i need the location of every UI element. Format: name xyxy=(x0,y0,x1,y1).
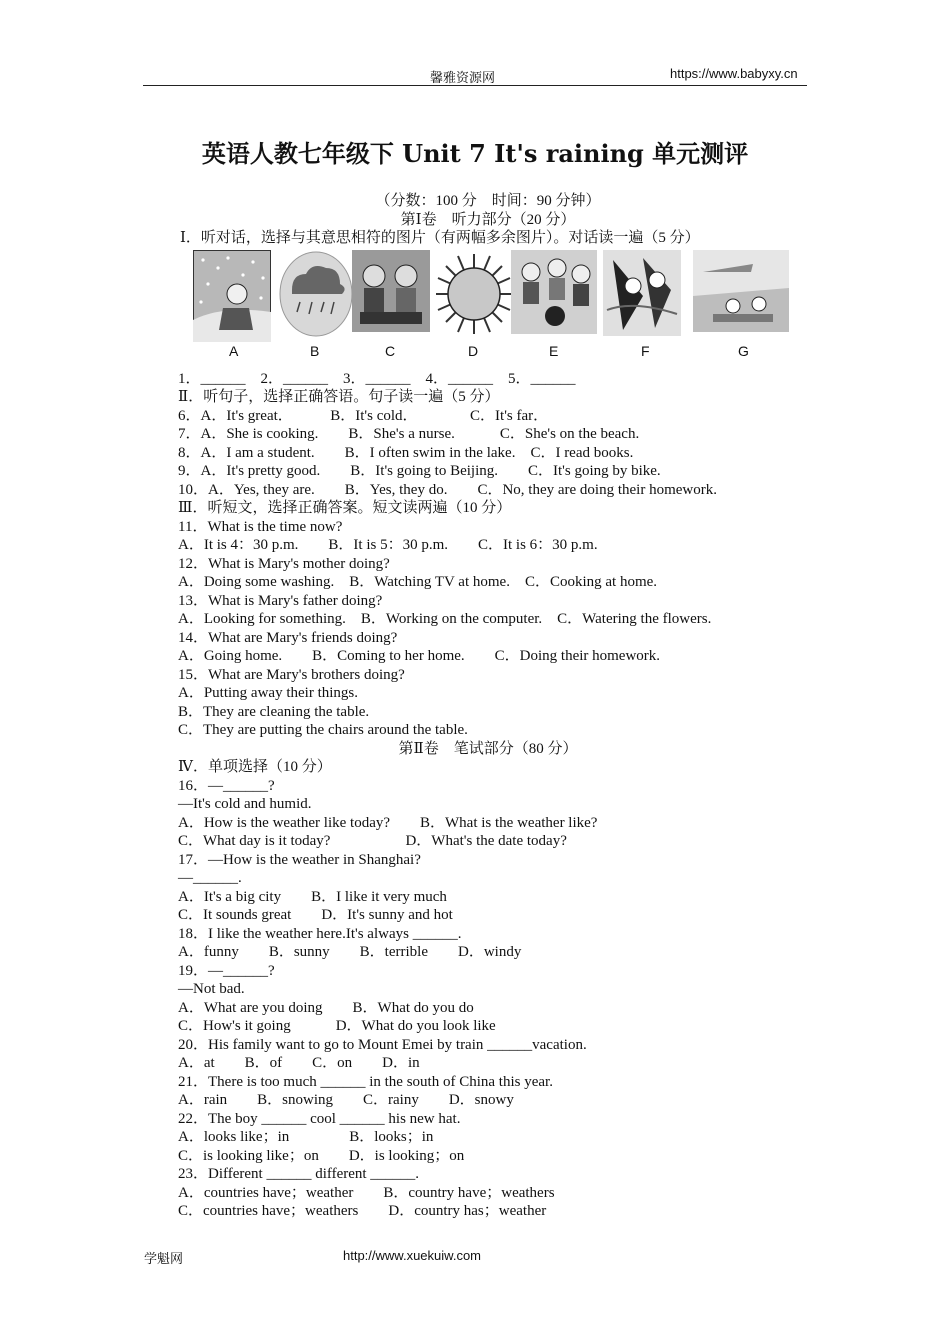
question-23: 23．Different ______ different ______. xyxy=(178,1166,420,1182)
question-14: 14．What are Mary's friends doing? xyxy=(178,629,398,646)
picture-e-kids-image xyxy=(511,250,597,334)
part-4-instruction: Ⅳ．单项选择（10 分） xyxy=(178,759,332,775)
question-11: 11．What is the time now? xyxy=(178,518,343,535)
part-1-instruction: Ⅰ．听对话，选择与其意思相符的图片（有两幅多余图片）。对话读一遍（5 分） xyxy=(180,230,700,246)
question-15-option-b: B．They are cleaning the table. xyxy=(178,703,370,720)
footer-url[interactable]: http://www.xuekuiw.com xyxy=(343,1248,481,1263)
question-22-options-cd: C．is looking like；on D．is looking；on xyxy=(178,1147,465,1164)
part-2-instruction: Ⅱ．听句子，选择正确答语。句子读一遍（5 分） xyxy=(178,389,500,405)
question-10: 10．A．Yes, they are. B．Yes, they do. C．No, they are doing their homework. xyxy=(178,481,717,498)
picture-d-label: D xyxy=(468,342,479,359)
question-16-reply: —It's cold and humid. xyxy=(178,796,312,812)
picture-b-rain-image xyxy=(278,250,354,340)
question-22-options-ab: A．looks like；in B．looks；in xyxy=(178,1129,434,1145)
question-21: 21．There is too much ______ in the south of China this year. xyxy=(178,1073,553,1090)
question-17-reply: —______. xyxy=(178,870,242,886)
question-16-options-ab: A．How is the weather like today? B．What is the weather like? xyxy=(178,814,598,831)
picture-g-label: G xyxy=(738,342,749,359)
question-18-options: A．funny B．sunny B．terrible D．windy xyxy=(178,944,522,960)
picture-f-wind-image xyxy=(603,250,681,336)
picture-a-label: A xyxy=(229,342,239,359)
question-13-options: A．Looking for something. B．Working on the computer. C．Watering the flowers. xyxy=(178,611,712,627)
answer-blanks-1-5: 1．______ 2．______ 3．______ 4．______ 5．______ xyxy=(178,370,576,387)
question-19-reply: —Not bad. xyxy=(178,981,245,997)
picture-d-sun-image xyxy=(436,250,512,338)
header-url[interactable]: https://www.babyxy.cn xyxy=(670,66,798,81)
picture-e-label: E xyxy=(549,342,559,359)
question-23-options-ab: A．countries have；weather B．country have；weathers xyxy=(178,1184,555,1201)
question-20: 20．His family want to go to Mount Emei by train ______vacation. xyxy=(178,1036,587,1053)
question-7: 7．A．She is cooking. B．She's a nurse. C．She's on the beach. xyxy=(178,426,640,442)
question-11-options: A．It is 4：30 p.m. B．It is 5：30 p.m. C．It is 6：30 p.m. xyxy=(178,537,598,553)
question-19-options-cd: C．How's it going D．What do you look like xyxy=(178,1018,496,1034)
question-17-options-cd: C．It sounds great D．It's sunny and hot xyxy=(178,907,453,923)
header-site-name: 馨雅资源网 xyxy=(430,71,496,86)
question-20-options: A．at B．of C．on D．in xyxy=(178,1055,420,1071)
part-3-instruction: Ⅲ．听短文，选择正确答案。短文读两遍（10 分） xyxy=(178,500,512,516)
footer-site-name: 学魁网 xyxy=(144,1252,184,1267)
picture-b-label: B xyxy=(310,342,320,359)
picture-c-people-image xyxy=(352,250,430,332)
question-9: 9．A．It's pretty good. B．It's going to Beijing. C．It's going by bike. xyxy=(178,463,661,479)
question-16: 16．—______? xyxy=(178,777,275,794)
question-6: 6．A．It's great． B．It's cold． C．It's far． xyxy=(178,407,549,424)
question-13: 13．What is Mary's father doing? xyxy=(178,592,383,609)
question-16-options-cd: C．What day is it today? D．What's the date today? xyxy=(178,833,567,849)
question-17-options-ab: A．It's a big city B．I like it very much xyxy=(178,888,447,905)
question-18: 18．I like the weather here.It's always ______. xyxy=(178,925,462,942)
section-1-title: 第Ⅰ卷 听力部分（20 分） xyxy=(400,211,576,228)
exam-content xyxy=(178,192,798,1221)
picture-c-label: C xyxy=(385,342,396,359)
question-8: 8．A．I am a student. B．I often swim in the lake. C．I read books. xyxy=(178,444,634,461)
section-2-title: 第Ⅱ卷 笔试部分（80 分） xyxy=(398,740,578,757)
question-21-options: A．rain B．snowing C．rainy D．snowy xyxy=(178,1092,514,1108)
question-22: 22．The boy ______ cool ______ his new hat. xyxy=(178,1110,461,1127)
question-15: 15．What are Mary's brothers doing? xyxy=(178,666,405,683)
score-time-line: （分数：100 分 时间：90 分钟） xyxy=(375,193,601,209)
question-19: 19．—______? xyxy=(178,962,275,979)
picture-g-beach-image xyxy=(693,250,789,332)
picture-a-snow-image xyxy=(193,250,271,342)
weather-picture-row xyxy=(178,250,798,370)
question-15-option-a: A．Putting away their things. xyxy=(178,685,358,701)
header-divider xyxy=(143,85,807,86)
question-19-options-ab: A．What are you doing B．What do you do xyxy=(178,999,474,1016)
question-23-options-cd: C．countries have；weathers D．country has；weather xyxy=(178,1203,547,1219)
question-12: 12．What is Mary's mother doing? xyxy=(178,555,390,572)
question-15-option-c: C．They are putting the chairs around the table. xyxy=(178,722,468,738)
document-title: 英语人教七年级下 Unit 7 It's raining 单元测评 xyxy=(201,139,749,168)
question-12-options: A．Doing some washing. B．Watching TV at home. C．Cooking at home. xyxy=(178,574,658,590)
question-17: 17．—How is the weather in Shanghai? xyxy=(178,851,421,868)
question-14-options: A．Going home. B．Coming to her home. C．Doing their homework. xyxy=(178,648,661,664)
picture-f-label: F xyxy=(641,342,650,359)
